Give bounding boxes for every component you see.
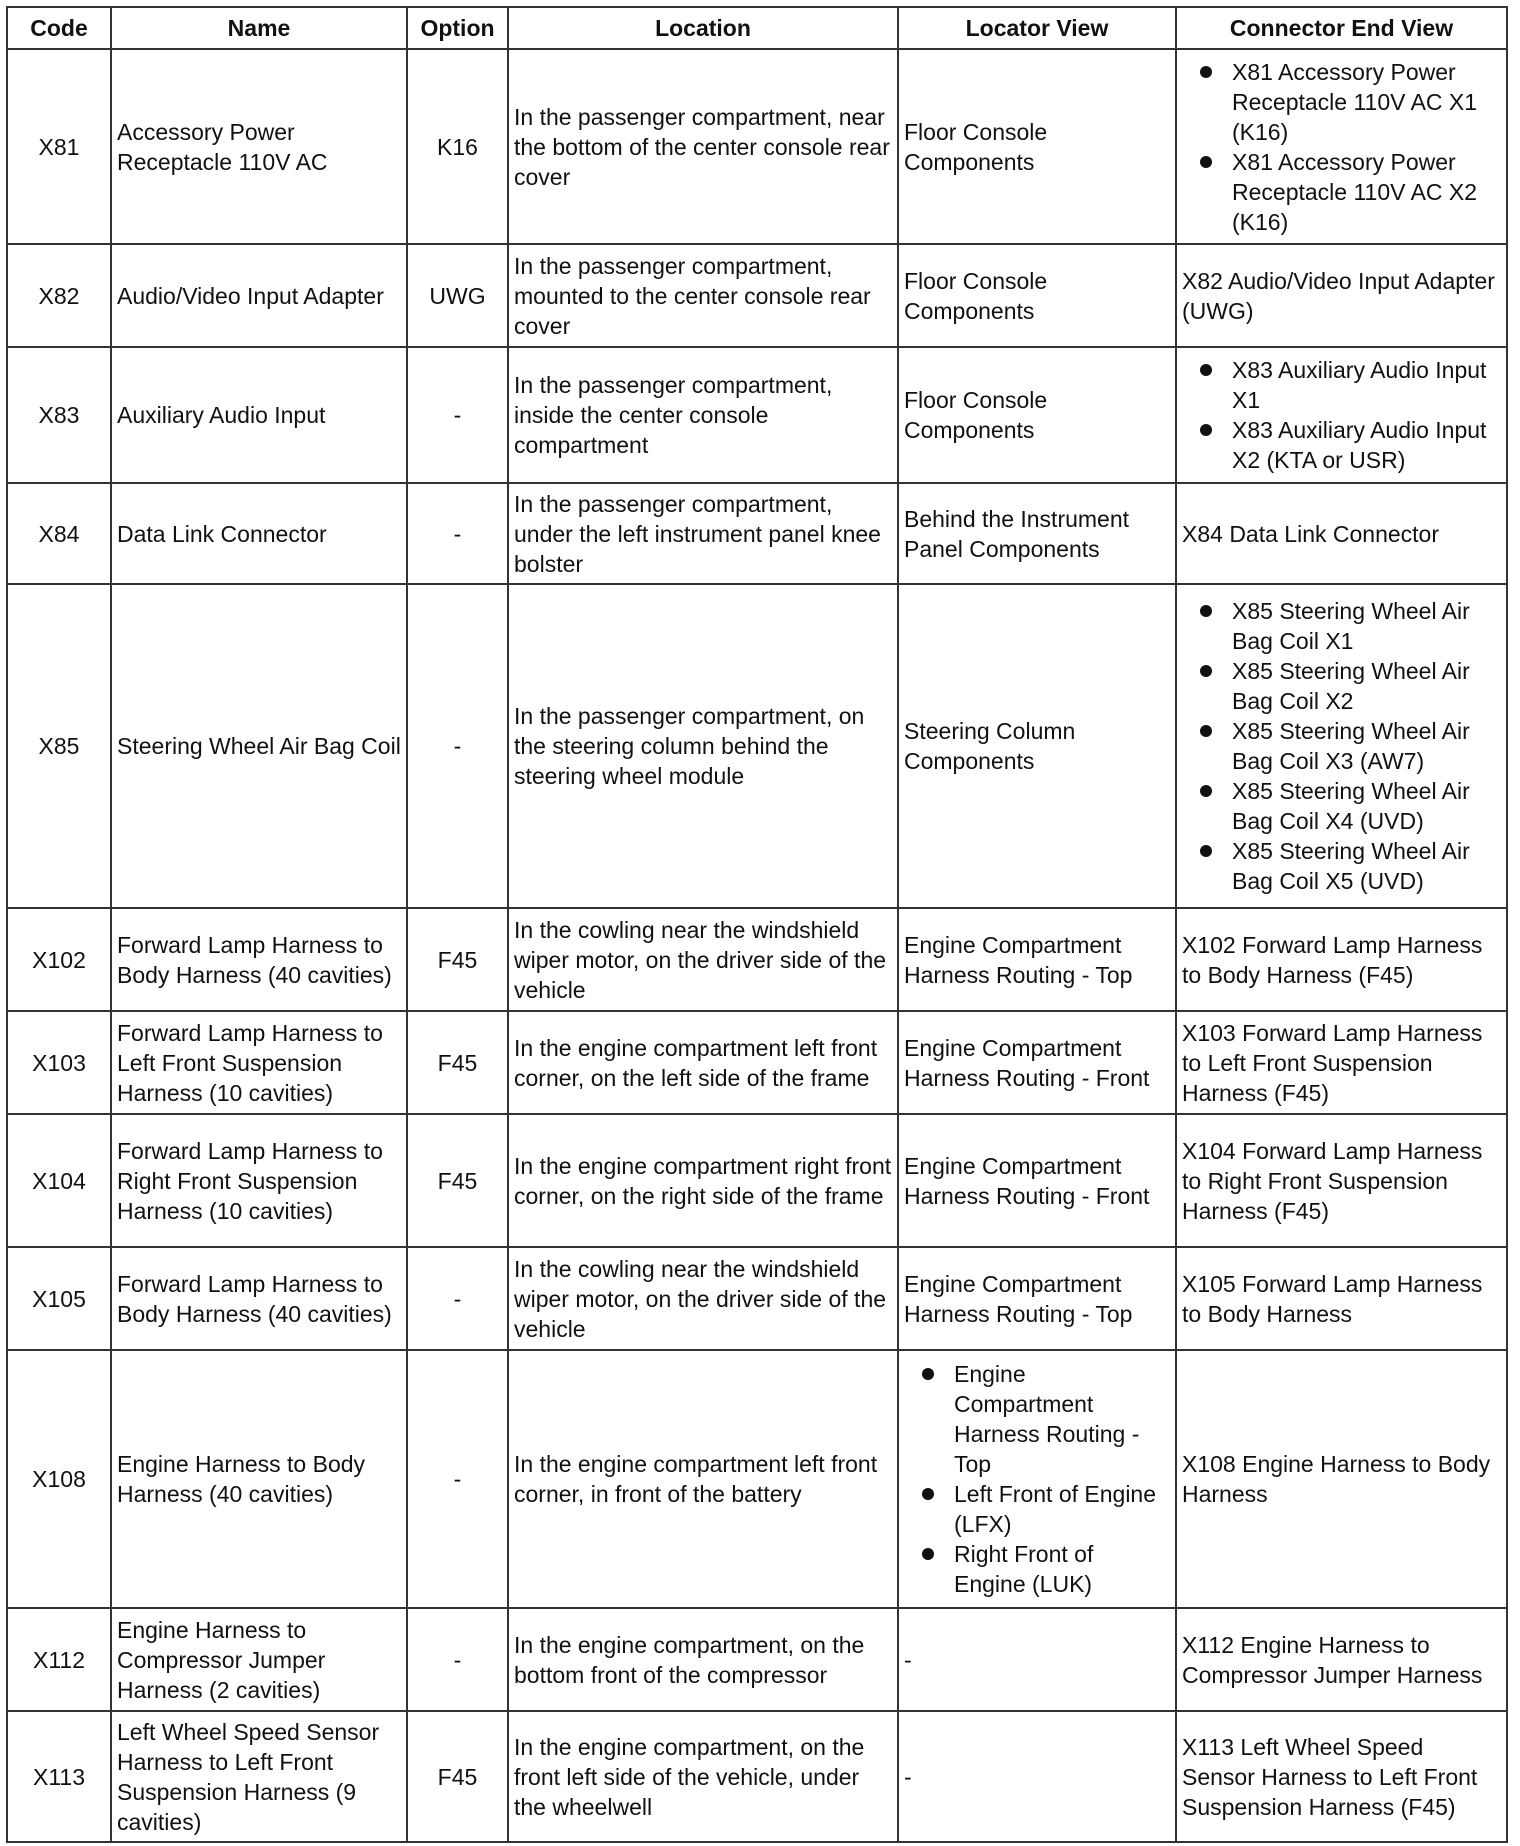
table-row [7, 1350, 1507, 1608]
table-row [7, 347, 1507, 483]
cell-option: F45 [407, 1114, 508, 1247]
cell-location: In the engine compartment left front corner, in front of the battery [508, 1350, 898, 1608]
cell-option: F45 [407, 1011, 508, 1114]
table-row [7, 584, 1507, 908]
cell-option: - [407, 347, 508, 483]
cell-location: In the passenger compartment, inside the center console compartment [508, 347, 898, 483]
cell-option: F45 [407, 1711, 508, 1842]
table-row [7, 1608, 1507, 1711]
list-item: X85 Steering Wheel Air Bag Coil X2 [1232, 656, 1501, 716]
header-name: Name [111, 7, 407, 49]
list-item: X85 Steering Wheel Air Bag Coil X5 (UVD) [1232, 836, 1501, 896]
cell-connector-end-view: X105 Forward Lamp Harness to Body Harness [1176, 1247, 1507, 1350]
cell-location: In the passenger compartment, on the steering column behind the steering wheel module [508, 584, 898, 908]
cell-code: X104 [7, 1114, 111, 1247]
cell-code: X84 [7, 483, 111, 584]
table-row [7, 908, 1507, 1011]
cell-name: Forward Lamp Harness to Right Front Suspension Harness (10 cavities) [111, 1114, 407, 1247]
cell-code: X113 [7, 1711, 111, 1842]
cell-code: X105 [7, 1247, 111, 1350]
cell-code: X108 [7, 1350, 111, 1608]
cell-code: X112 [7, 1608, 111, 1711]
cell-locator-view: Floor Console Components [898, 347, 1176, 483]
cell-connector-end-view: X112 Engine Harness to Compressor Jumper Harness [1176, 1608, 1507, 1711]
cell-locator-view: Behind the Instrument Panel Components [898, 483, 1176, 584]
cell-location: In the passenger compartment, mounted to the center console rear cover [508, 244, 898, 347]
cell-locator-view: Floor Console Components [898, 244, 1176, 347]
table-row [7, 1011, 1507, 1114]
header-location: Location [508, 7, 898, 49]
cell-name: Forward Lamp Harness to Left Front Suspension Harness (10 cavities) [111, 1011, 407, 1114]
cell-location: In the cowling near the windshield wiper motor, on the driver side of the vehicle [508, 1247, 898, 1350]
cell-locator-view: Steering Column Components [898, 584, 1176, 908]
header-option: Option [407, 7, 508, 49]
bullet-list [1182, 57, 1501, 237]
cell-option: - [407, 1350, 508, 1608]
list-item: Left Front of Engine (LFX) [954, 1479, 1170, 1539]
cell-option: - [407, 584, 508, 908]
table-row [7, 483, 1507, 584]
cell-connector-end-view: X104 Forward Lamp Harness to Right Front Suspension Harness (F45) [1176, 1114, 1507, 1247]
connector-table [6, 6, 1508, 1843]
cell-connector-end-view [1176, 49, 1507, 244]
cell-option: - [407, 1608, 508, 1711]
cell-name: Left Wheel Speed Sensor Harness to Left Front Suspension Harness (9 cavities) [111, 1711, 407, 1842]
list-item: X83 Auxiliary Audio Input X1 [1232, 355, 1501, 415]
cell-connector-end-view: X84 Data Link Connector [1176, 483, 1507, 584]
cell-connector-end-view [1176, 584, 1507, 908]
cell-connector-end-view: X103 Forward Lamp Harness to Left Front Suspension Harness (F45) [1176, 1011, 1507, 1114]
cell-location: In the engine compartment right front corner, on the right side of the frame [508, 1114, 898, 1247]
cell-connector-end-view [1176, 347, 1507, 483]
cell-option: K16 [407, 49, 508, 244]
table-row [7, 49, 1507, 244]
table-row [7, 244, 1507, 347]
cell-name: Auxiliary Audio Input [111, 347, 407, 483]
cell-name: Accessory Power Receptacle 110V AC [111, 49, 407, 244]
cell-code: X103 [7, 1011, 111, 1114]
cell-name: Engine Harness to Body Harness (40 cavities) [111, 1350, 407, 1608]
cell-option: - [407, 483, 508, 584]
cell-location: In the cowling near the windshield wiper motor, on the driver side of the vehicle [508, 908, 898, 1011]
cell-locator-view [898, 1350, 1176, 1608]
header-row [7, 7, 1507, 49]
cell-connector-end-view: X108 Engine Harness to Body Harness [1176, 1350, 1507, 1608]
cell-location: In the engine compartment, on the front left side of the vehicle, under the wheelwell [508, 1711, 898, 1842]
cell-name: Audio/Video Input Adapter [111, 244, 407, 347]
cell-locator-view: Engine Compartment Harness Routing - Top [898, 1247, 1176, 1350]
cell-code: X82 [7, 244, 111, 347]
list-item: Right Front of Engine (LUK) [954, 1539, 1170, 1599]
cell-code: X83 [7, 347, 111, 483]
cell-option: - [407, 1247, 508, 1350]
cell-locator-view: - [898, 1608, 1176, 1711]
bullet-list [1182, 596, 1501, 896]
cell-location: In the passenger compartment, under the left instrument panel knee bolster [508, 483, 898, 584]
bullet-list [904, 1359, 1170, 1599]
cell-locator-view: Engine Compartment Harness Routing - Front [898, 1011, 1176, 1114]
cell-code: X102 [7, 908, 111, 1011]
bullet-list [1182, 355, 1501, 475]
cell-location: In the engine compartment, on the bottom front of the compressor [508, 1608, 898, 1711]
cell-locator-view: - [898, 1711, 1176, 1842]
list-item: X81 Accessory Power Receptacle 110V AC X2 (K16) [1232, 147, 1501, 237]
list-item: X85 Steering Wheel Air Bag Coil X3 (AW7) [1232, 716, 1501, 776]
cell-locator-view: Engine Compartment Harness Routing - Front [898, 1114, 1176, 1247]
cell-connector-end-view: X82 Audio/Video Input Adapter (UWG) [1176, 244, 1507, 347]
cell-option: F45 [407, 908, 508, 1011]
header-code: Code [7, 7, 111, 49]
list-item: X81 Accessory Power Receptacle 110V AC X1 (K16) [1232, 57, 1501, 147]
cell-name: Data Link Connector [111, 483, 407, 584]
cell-locator-view: Floor Console Components [898, 49, 1176, 244]
cell-connector-end-view: X113 Left Wheel Speed Sensor Harness to Left Front Suspension Harness (F45) [1176, 1711, 1507, 1842]
cell-name: Forward Lamp Harness to Body Harness (40 cavities) [111, 908, 407, 1011]
header-locator-view: Locator View [898, 7, 1176, 49]
cell-connector-end-view: X102 Forward Lamp Harness to Body Harness (F45) [1176, 908, 1507, 1011]
cell-code: X81 [7, 49, 111, 244]
cell-option: UWG [407, 244, 508, 347]
table-row [7, 1247, 1507, 1350]
list-item: Engine Compartment Harness Routing - Top [954, 1359, 1170, 1479]
cell-location: In the passenger compartment, near the bottom of the center console rear cover [508, 49, 898, 244]
cell-locator-view: Engine Compartment Harness Routing - Top [898, 908, 1176, 1011]
table-row [7, 1711, 1507, 1842]
list-item: X85 Steering Wheel Air Bag Coil X1 [1232, 596, 1501, 656]
cell-name: Engine Harness to Compressor Jumper Harness (2 cavities) [111, 1608, 407, 1711]
cell-location: In the engine compartment left front corner, on the left side of the frame [508, 1011, 898, 1114]
cell-name: Steering Wheel Air Bag Coil [111, 584, 407, 908]
list-item: X83 Auxiliary Audio Input X2 (KTA or USR) [1232, 415, 1501, 475]
header-connector-end-view: Connector End View [1176, 7, 1507, 49]
table-row [7, 1114, 1507, 1247]
cell-name: Forward Lamp Harness to Body Harness (40 cavities) [111, 1247, 407, 1350]
cell-code: X85 [7, 584, 111, 908]
list-item: X85 Steering Wheel Air Bag Coil X4 (UVD) [1232, 776, 1501, 836]
